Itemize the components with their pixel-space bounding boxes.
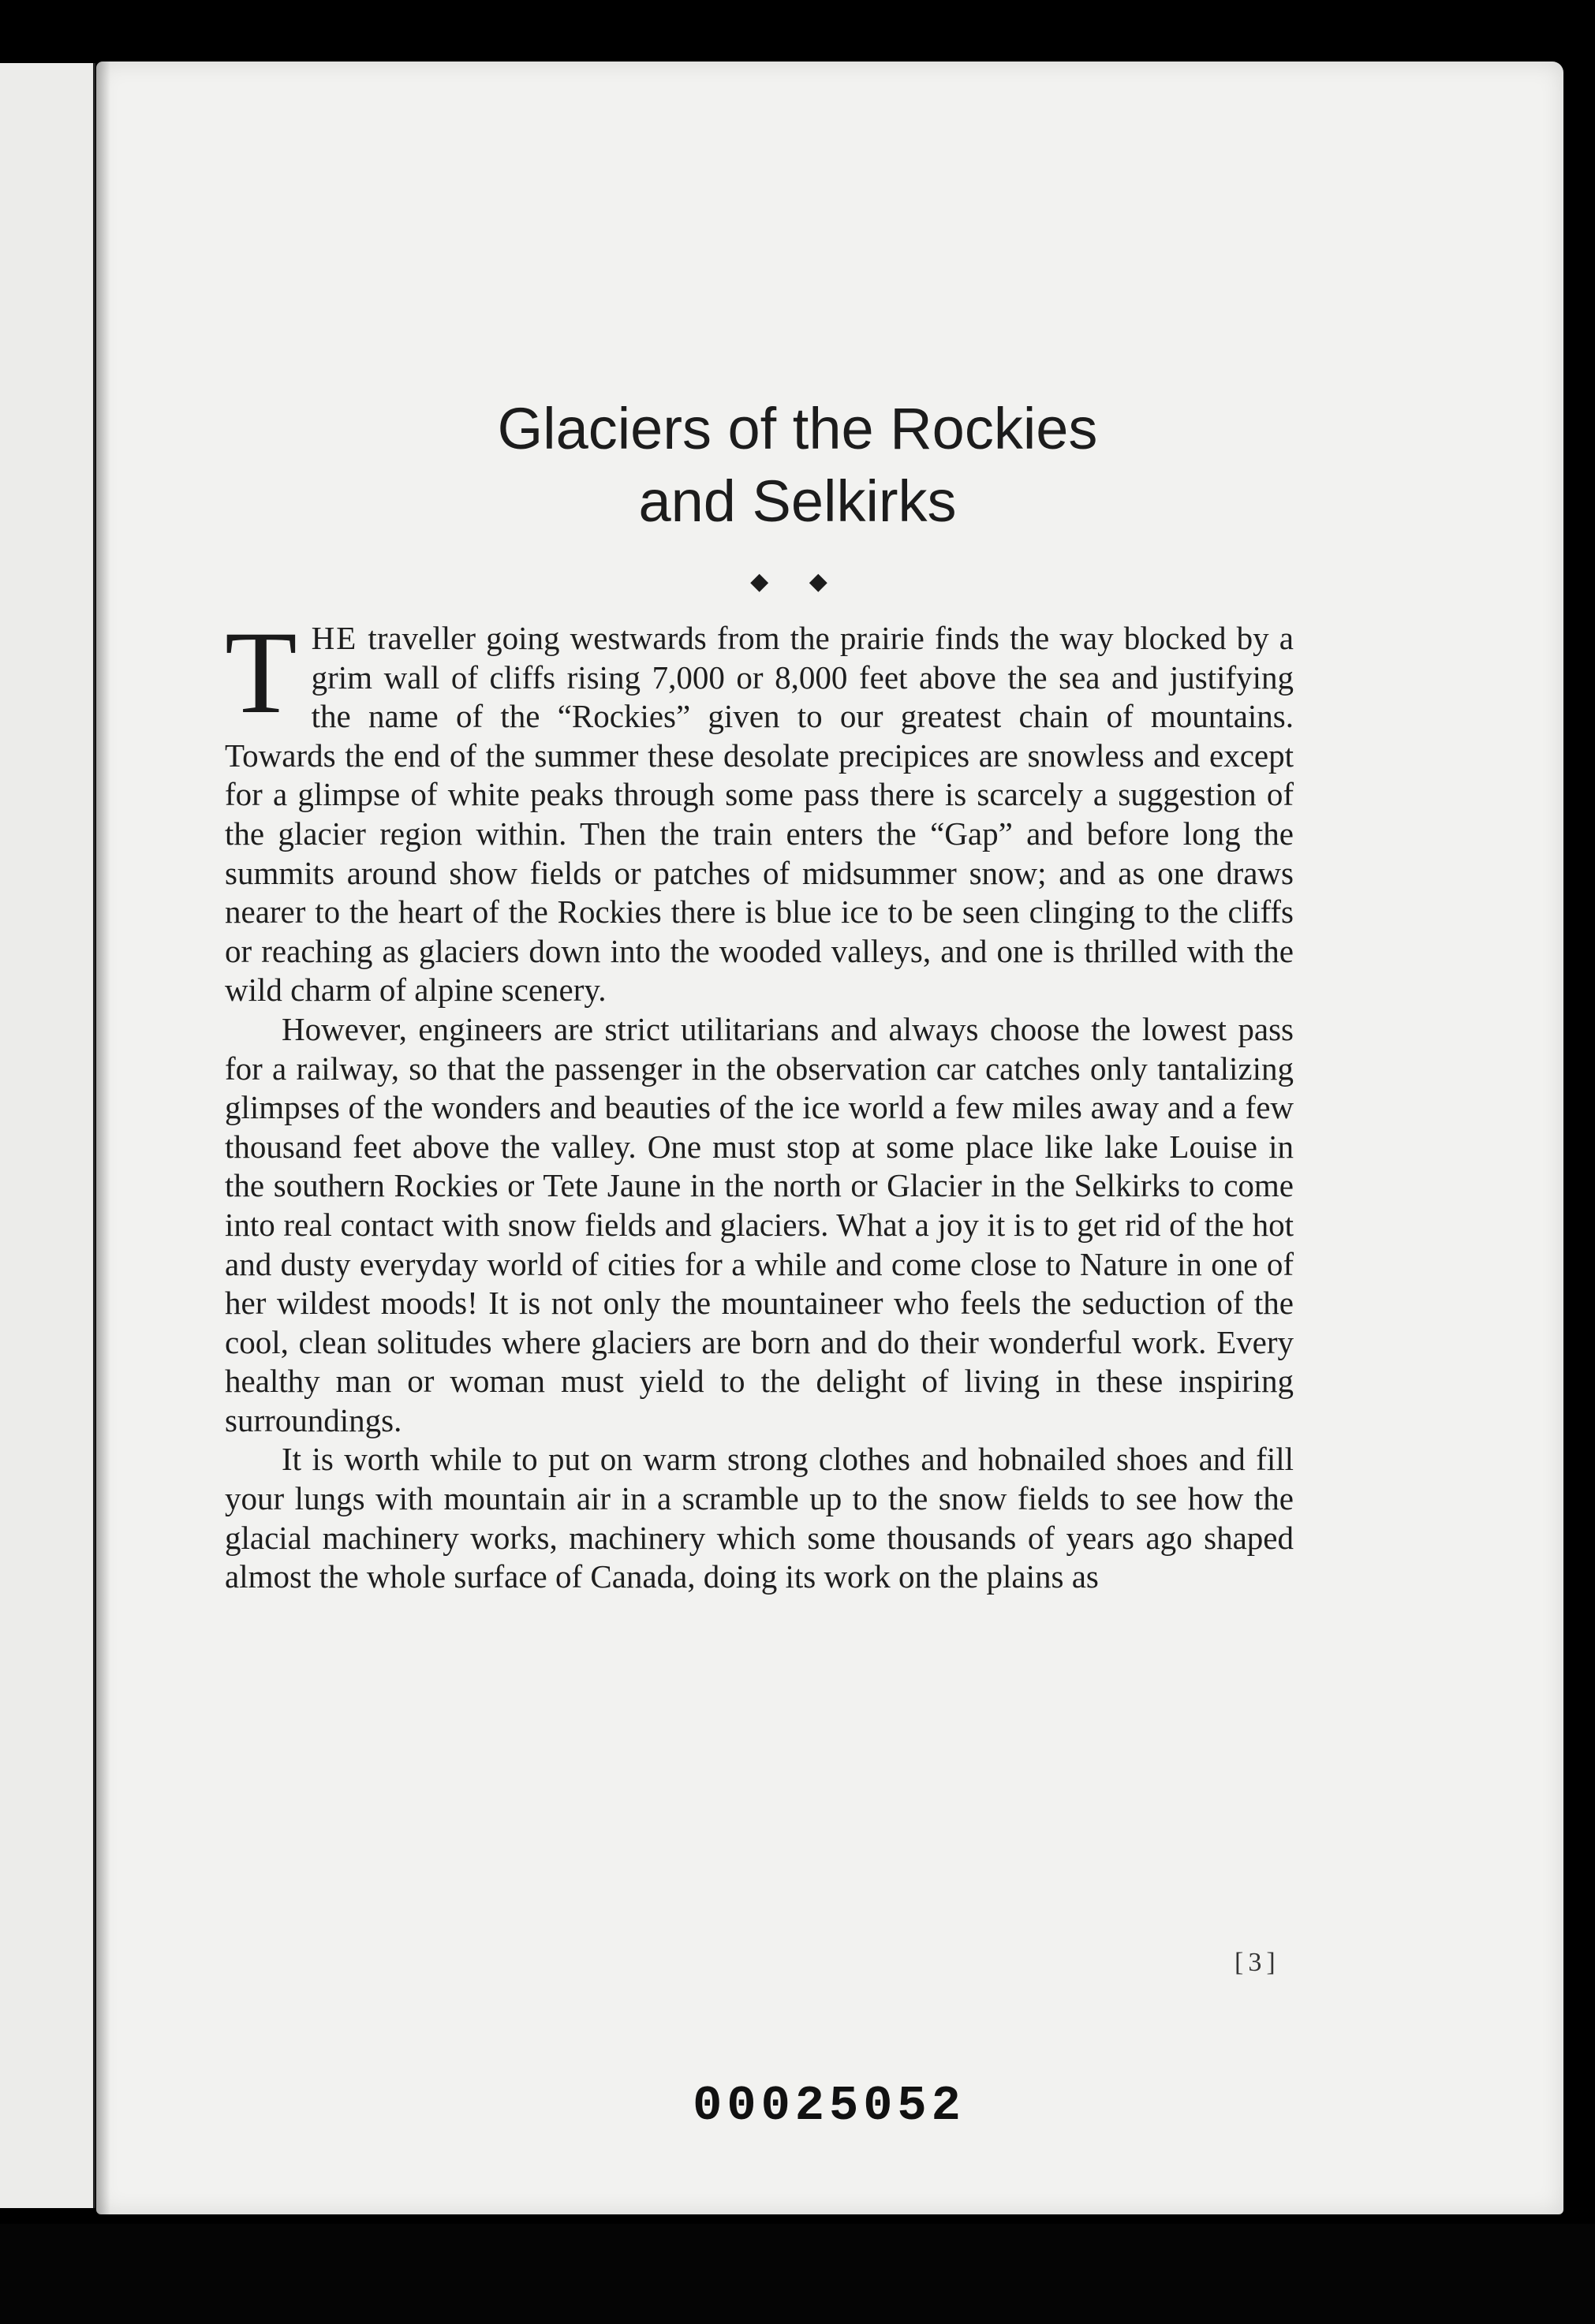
paragraph-2: However, engineers are strict utilitarians and always choose the lowest pass for a railway, so that the passenger in the observation car catches only tantalizing glimpses of the wonders and beauties of the ice world a few miles away and a few thousand feet above the valley. One must stop at some place like lake Louise in the southern Rockies or Tete Jaune in the north or Glacier in the Selkirks to come into real contact with snow fields and glaciers. What a joy it is to get rid of the hot and dusty everyday world of cities for a while and come close to Nature in one of her wildest moods! It is not only the mountaineer who feels the seduction of the cool, clean solitudes where glaciers are born and do their wonderful work. Every healthy man or woman must yield to the delight of living in these inspiring surroundings. — [225, 1010, 1294, 1438]
paragraph-3: It is worth while to put on warm strong clothes and hobnailed shoes and fill your lungs with mountain air in a scramble up to the snow fields to see how the glacial machinery works, machinery which some thousands of years ago shaped almost the whole surface of Canada, doing its work on the plains as — [225, 1441, 1294, 1595]
article-body — [225, 607, 1294, 1597]
page-number: [3] — [1235, 1948, 1280, 1977]
drop-cap: T — [225, 607, 297, 738]
title-line-2: and Selkirks — [638, 468, 957, 534]
title-line-1: Glaciers of the Rockies — [497, 396, 1098, 461]
archive-stamp-number: 00025052 — [693, 2078, 966, 2134]
spine-shadow — [96, 62, 110, 2214]
paragraph-1 — [225, 607, 1294, 1010]
paragraph-1-text: traveller going westwards from the prairie finds the way blocked by a grim wall of cliffs rising 7,000 or 8,000 feet above the sea and justifying the name of the “Rockies” given to our greatest chain of mountains. Towards the end of the summer these desolate precipices are snowless and except for a glimpse of white peaks through some pass there is scarcely a suggestion of the glacier region within. Then the train enters the “Gap” and before long the summits around show fields or patches of midsummer snow; and as one draws nearer to the heart of the Rockies there is blue ice to be seen clinging to the cliffs or reaching as glaciers down into the wooded valleys, and one is thrilled with the wild charm of alpine scenery. — [225, 620, 1294, 1009]
first-word-rest: HE — [311, 620, 358, 656]
previous-page-edge — [0, 63, 95, 2208]
scan-bottom-border — [0, 2224, 1595, 2324]
page-title — [0, 393, 1595, 538]
ornament-divider: ◆ ◆ — [750, 569, 845, 595]
